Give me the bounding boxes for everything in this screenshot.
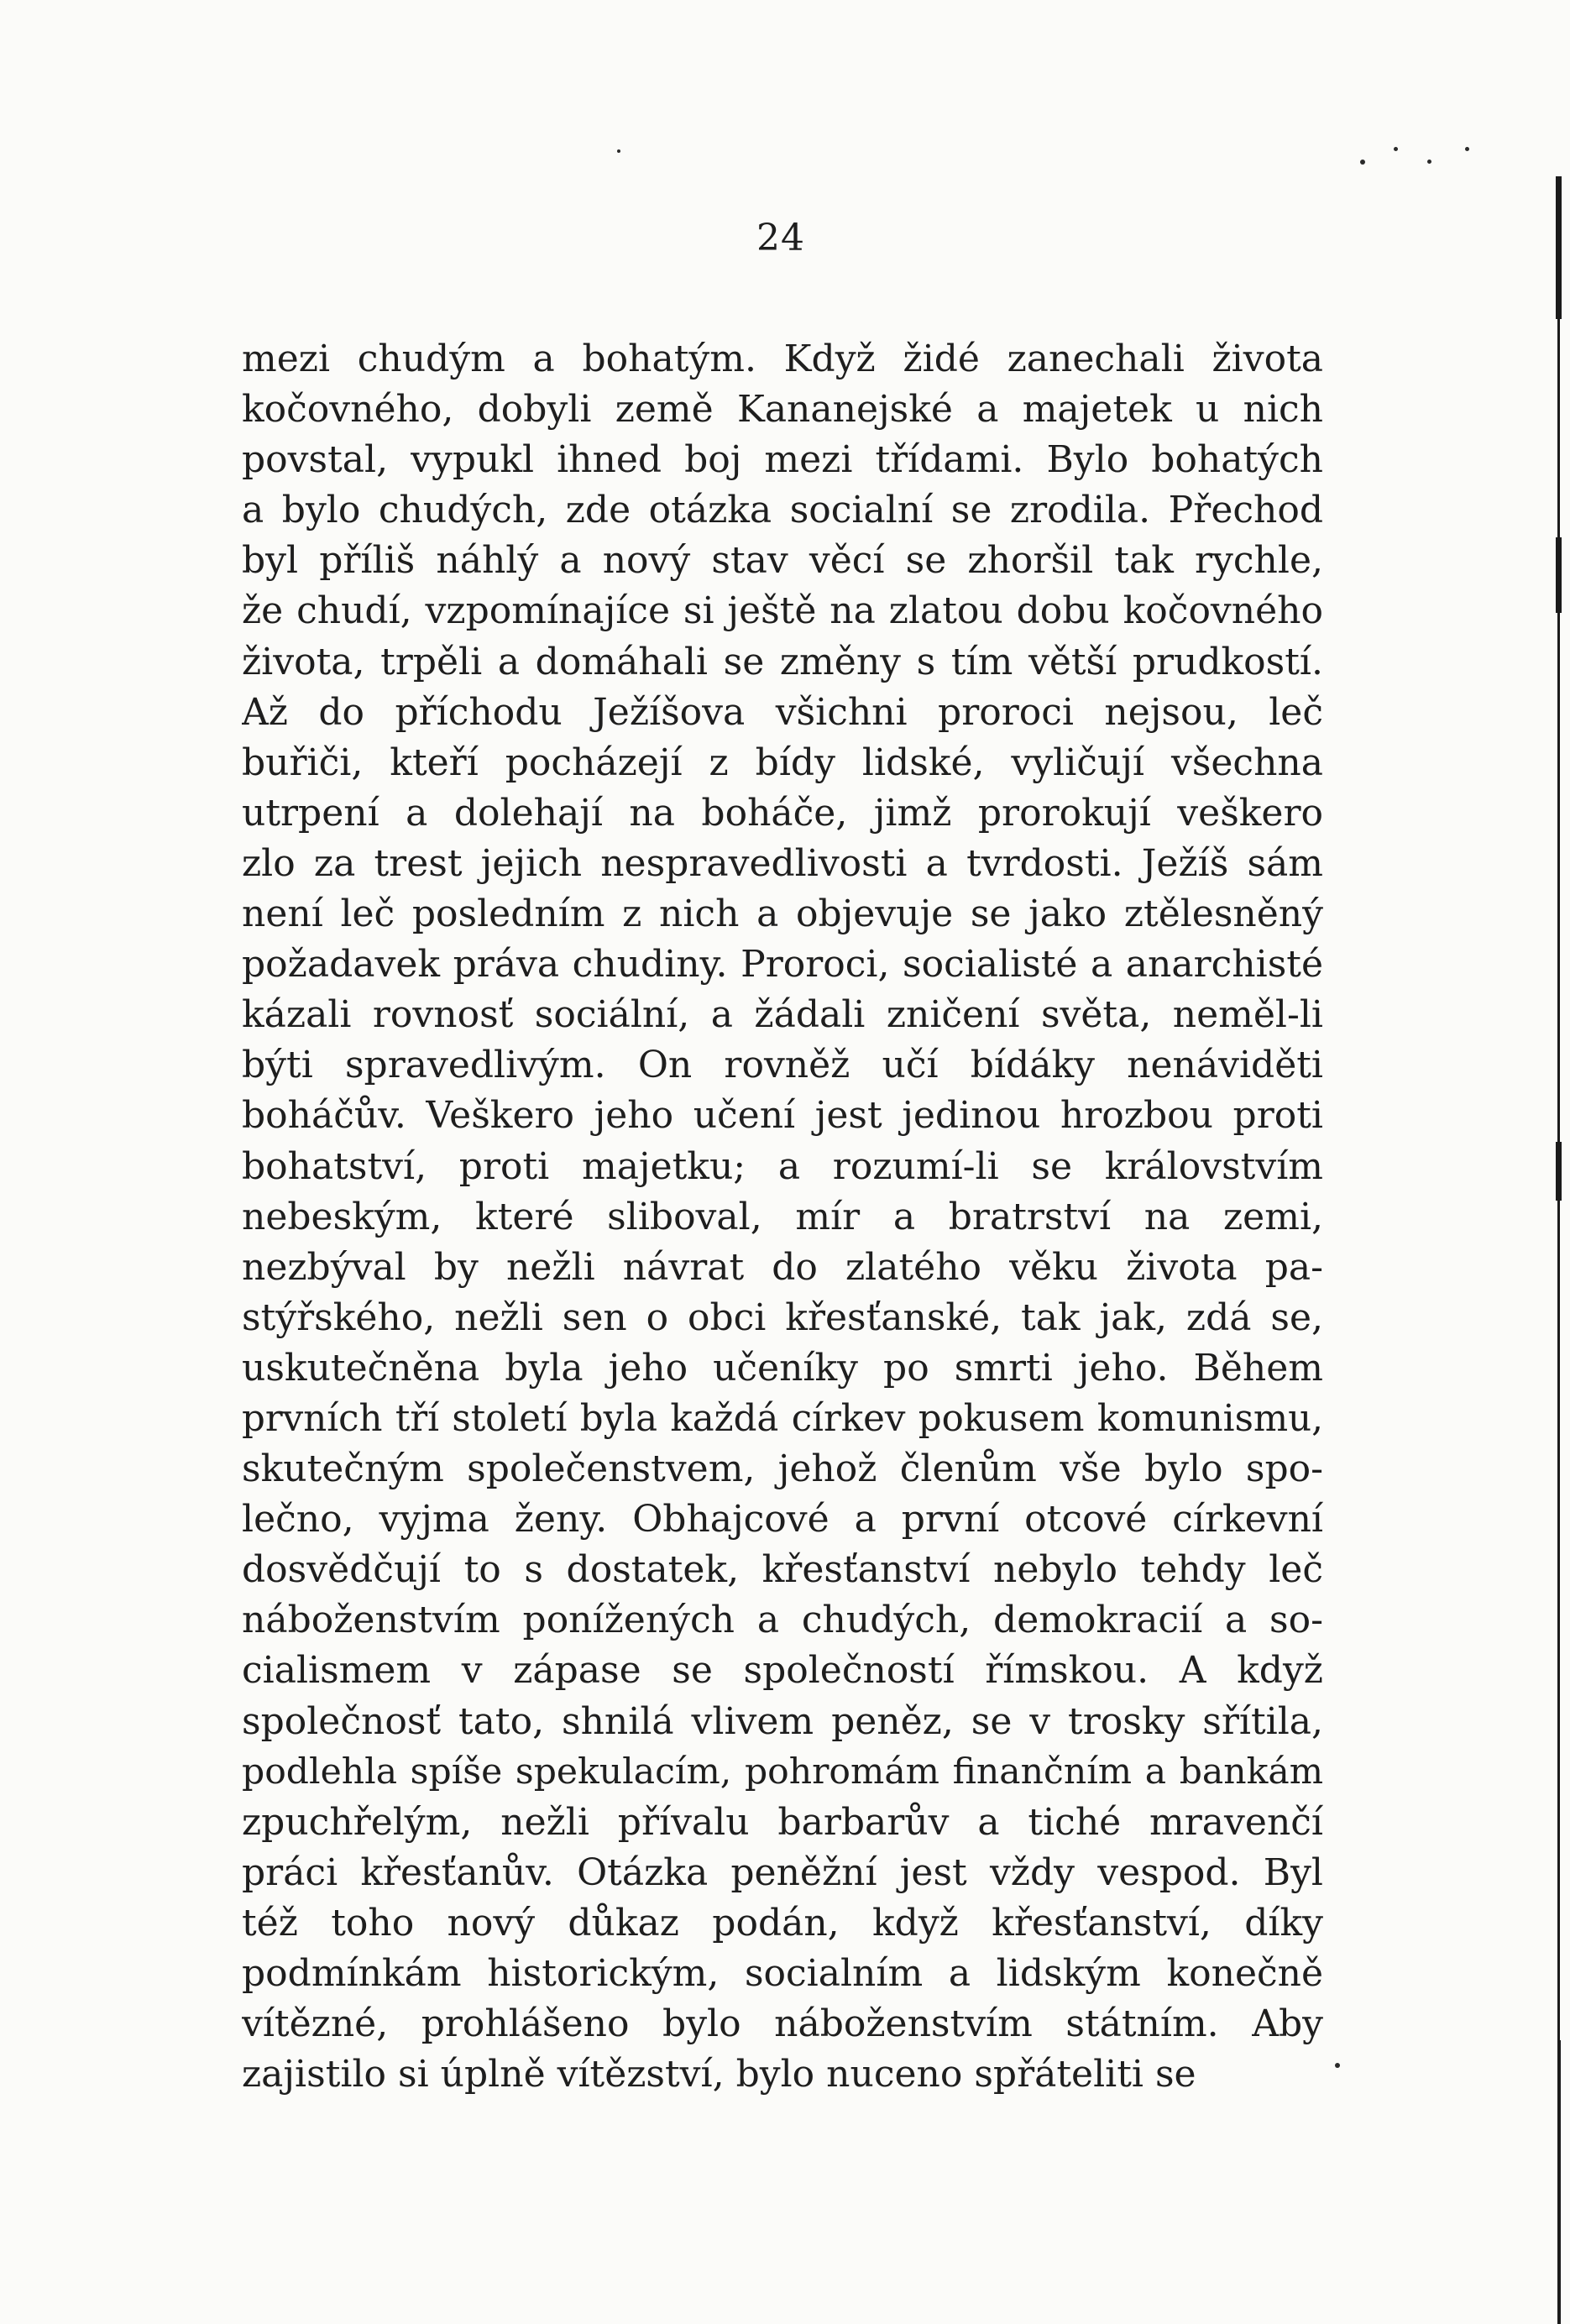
- text-line: cialismem v zápase se společností římskou. A když: [242, 1649, 1323, 1693]
- scan-speck: [1360, 160, 1365, 165]
- text-line: býti spravedlivým. On rovněž učí bídáky nenáviděti: [242, 1044, 1323, 1087]
- text-line: kočovného, dobyli země Kananejské a majetek u nich: [242, 388, 1323, 432]
- text-line: uskutečněna byla jeho učeníky po smrti jeho. Během: [242, 1346, 1323, 1390]
- text-line: podmínkám historickým, socialním a lidským konečně: [242, 1952, 1323, 1995]
- body-text: [242, 334, 1323, 2100]
- edge-mark: [1556, 537, 1562, 613]
- text-line: lečno, vyjma ženy. Obhajcové a první otcové církevní: [242, 1498, 1323, 1541]
- text-line: mezi chudým a bohatým. Když židé zanechali života: [242, 338, 1323, 380]
- scan-speck: [1335, 2063, 1340, 2068]
- page-edge-scan-artifact: [1530, 0, 1570, 2324]
- scan-speck: [617, 149, 620, 153]
- text-line: bohatství, proti majetku; a rozumí-li se královstvím: [242, 1144, 1323, 1188]
- text-line: zajistilo si úplně vítězství, bylo nuceno spřáteliti se: [242, 2053, 1196, 2096]
- text-line: byl příliš náhlý a nový stav věcí se zhoršil tak rychle,: [242, 539, 1323, 583]
- scan-speck: [1394, 147, 1398, 151]
- text-line: není leč posledním z nich a objevuje se jako ztělesněný: [242, 892, 1323, 936]
- text-line: skutečným společenstvem, jehož členům vše bylo spo-: [242, 1447, 1323, 1491]
- text-line: podlehla spíše spekulacím, pohromám finančním a bankám: [242, 1751, 1323, 1793]
- edge-mark: [1557, 621, 1560, 1142]
- text-line: nebeským, které sliboval, mír a bratrství na zemi,: [242, 1195, 1323, 1238]
- text-line: náboženstvím ponížených a chudých, demokracií a so-: [242, 1599, 1323, 1642]
- scan-speck: [1465, 147, 1469, 151]
- edge-mark: [1557, 1201, 1560, 2040]
- text-line: nezbýval by nežli návrat do zlatého věku života pa-: [242, 1245, 1323, 1289]
- text-line: vítězné, prohlášeno bylo náboženstvím státním. Aby: [242, 2002, 1323, 2046]
- edge-mark: [1557, 2040, 1561, 2324]
- edge-mark: [1556, 176, 1562, 319]
- text-line: zpuchřelým, nežli přívalu barbarův a tiché mravenčí: [242, 1800, 1323, 1844]
- text-line: zlo za trest jejich nespravedlivosti a tvrdosti. Ježíš sám: [242, 841, 1323, 885]
- text-line: práci křesťanův. Otázka peněžní jest vždy vespod. Byl: [242, 1850, 1323, 1894]
- text-line: utrpení a dolehají na boháče, jimž prorokují veškero: [242, 791, 1323, 835]
- text-line: dosvědčují to s dostatek, křesťanství nebylo tehdy leč: [242, 1548, 1323, 1592]
- text-line: stýřského, nežli sen o obci křesťanské, tak jak, zdá se,: [242, 1295, 1323, 1339]
- edge-mark: [1556, 1142, 1562, 1201]
- text-line: boháčův. Veškero jeho učení jest jedinou hrozbou proti: [242, 1094, 1323, 1138]
- text-line: požadavek práva chudiny. Proroci, socialisté a anarchisté: [242, 943, 1323, 987]
- text-line: Až do příchodu Ježíšova všichni proroci nejsou, leč: [242, 690, 1323, 734]
- text-line: povstal, vypukl ihned boj mezi třídami. Bylo bohatých: [242, 438, 1323, 482]
- text-line: že chudí, vzpomínajíce si ještě na zlatou dobu kočovného: [242, 589, 1323, 633]
- text-line: prvních tří století byla každá církev pokusem komunismu,: [242, 1397, 1323, 1440]
- page-number: 24: [756, 217, 805, 259]
- scan-speck: [1427, 160, 1431, 164]
- text-line: života, trpěli a domáhali se změny s tím větší prudkostí.: [242, 640, 1323, 683]
- text-line: buřiči, kteří pocházejí z bídy lidské, vyličují všechna: [242, 741, 1323, 784]
- text-line: společnosť tato, shnilá vlivem peněz, se v trosky sřítila,: [242, 1699, 1323, 1743]
- text-line: a bylo chudých, zde otázka socialní se zrodila. Přechod: [242, 489, 1323, 532]
- text-line: též toho nový důkaz podán, když křesťanství, díky: [242, 1901, 1323, 1945]
- text-line: kázali rovnosť sociální, a žádali zničení světa, neměl-li: [242, 993, 1323, 1037]
